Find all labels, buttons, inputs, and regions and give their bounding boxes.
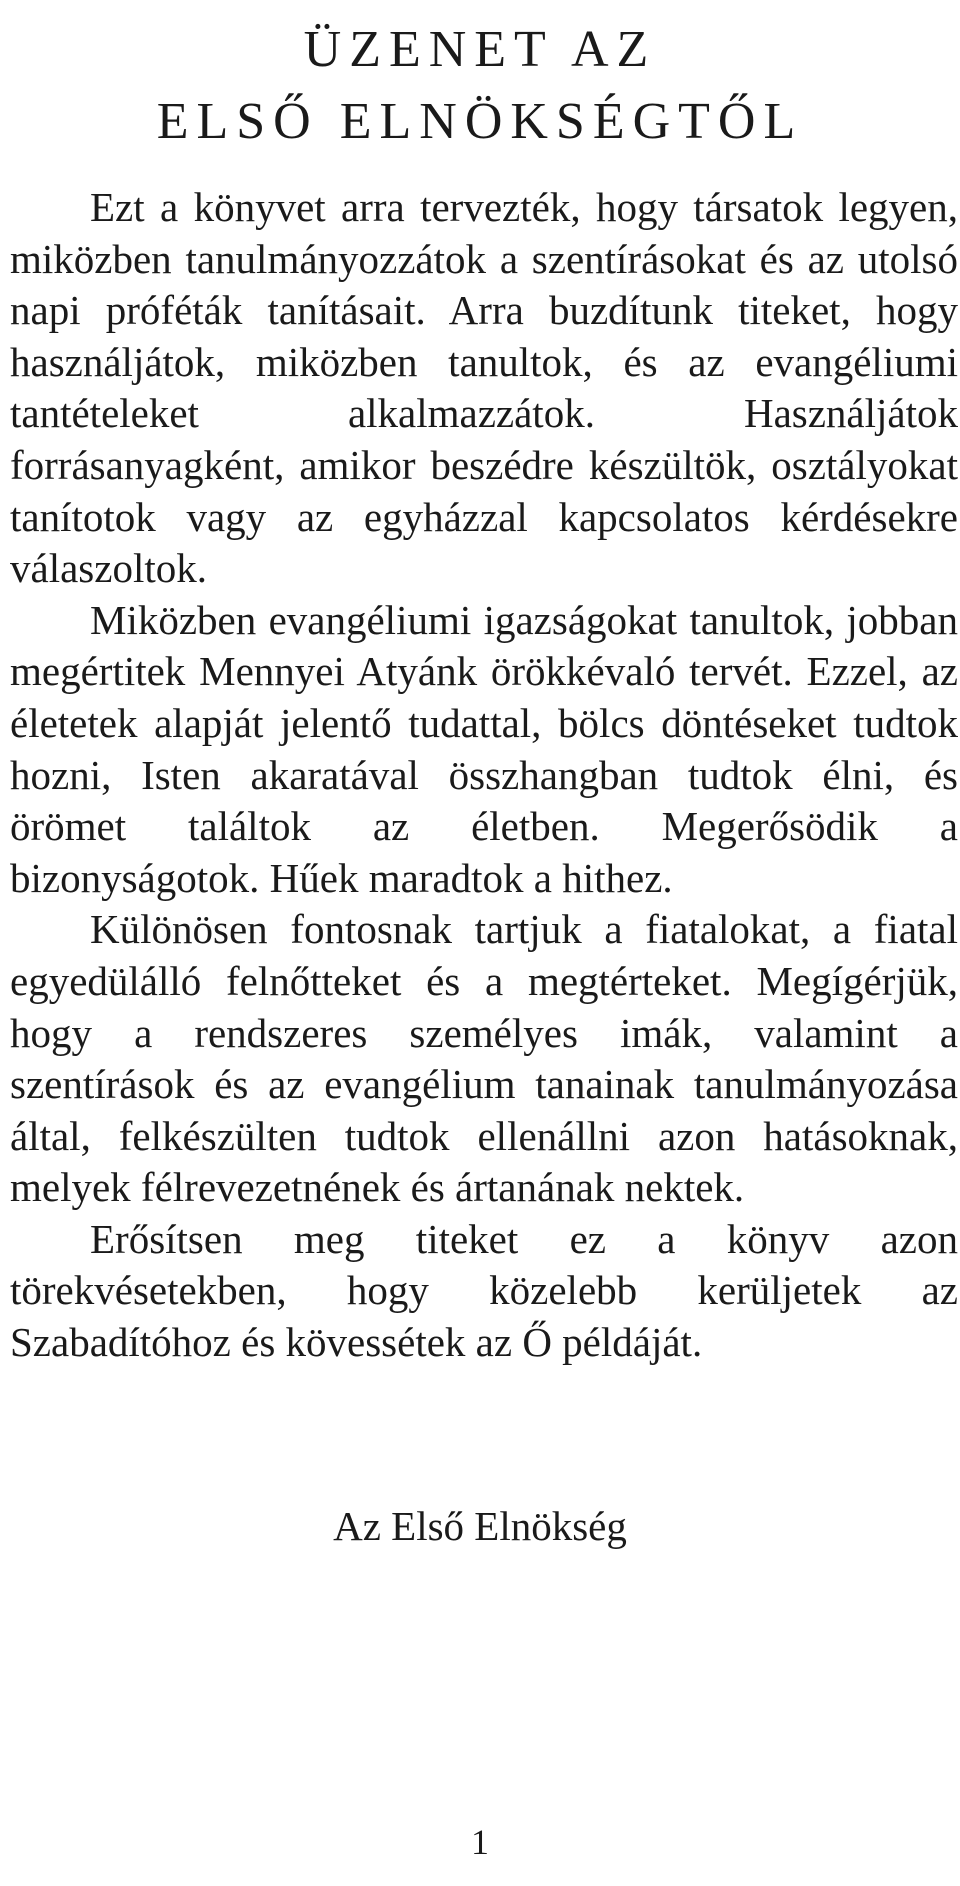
- paragraph: Erősítsen meg titeket ez a könyv azon törekvésetekben, hogy közelebb kerüljetek az Szabadítóhoz és kövessétek az Ő példáját.: [10, 1215, 958, 1366]
- title-line-2: ELSŐ ELNÖKSÉGTŐL: [156, 93, 804, 150]
- paragraph: Ezt a könyvet arra tervezték, hogy társatok legyen, miközben tanulmányozzátok a szentírásokat és az utolsó napi próféták tanításait. Arra buzdítunk titeket, hogy használjátok, miközben tanultok, és az evangéliumi tantételeket alkalmazzátok. Használjátok forrásanyagként, amikor beszédre készültök, osztályokat tanítotok vagy az egyházzal kapcsolatos kérdésekre válaszoltok.: [10, 184, 958, 592]
- message-body: [10, 182, 958, 1369]
- page-title: [0, 14, 960, 158]
- page-number: 1: [471, 1822, 489, 1862]
- paragraph: Különösen fontosnak tartjuk a fiatalokat, a fiatal egyedülálló felnőtteket és a megtérteket. Megígérjük, hogy a rendszeres személyes imák, valamint a szentírások és az evangélium tanainak tanulmányozása által, felkészülten tudtok ellenállni azon hatásoknak, melyek félrevezetnének és ártanának nektek.: [10, 906, 958, 1211]
- paragraph: Miközben evangéliumi igazságokat tanultok, jobban megértitek Mennyei Atyánk örökkévaló tervét. Ezzel, az életetek alapját jelentő tudattal, bölcs döntéseket tudtok hozni, Isten akaratával összhangban tudtok élni, és örömet találtok az életben. Megerősödik a bizonyságotok. Hűek maradtok a hithez.: [10, 596, 958, 901]
- signature: Az Első Elnökség: [333, 1503, 627, 1549]
- title-line-1: ÜZENET AZ: [303, 21, 657, 78]
